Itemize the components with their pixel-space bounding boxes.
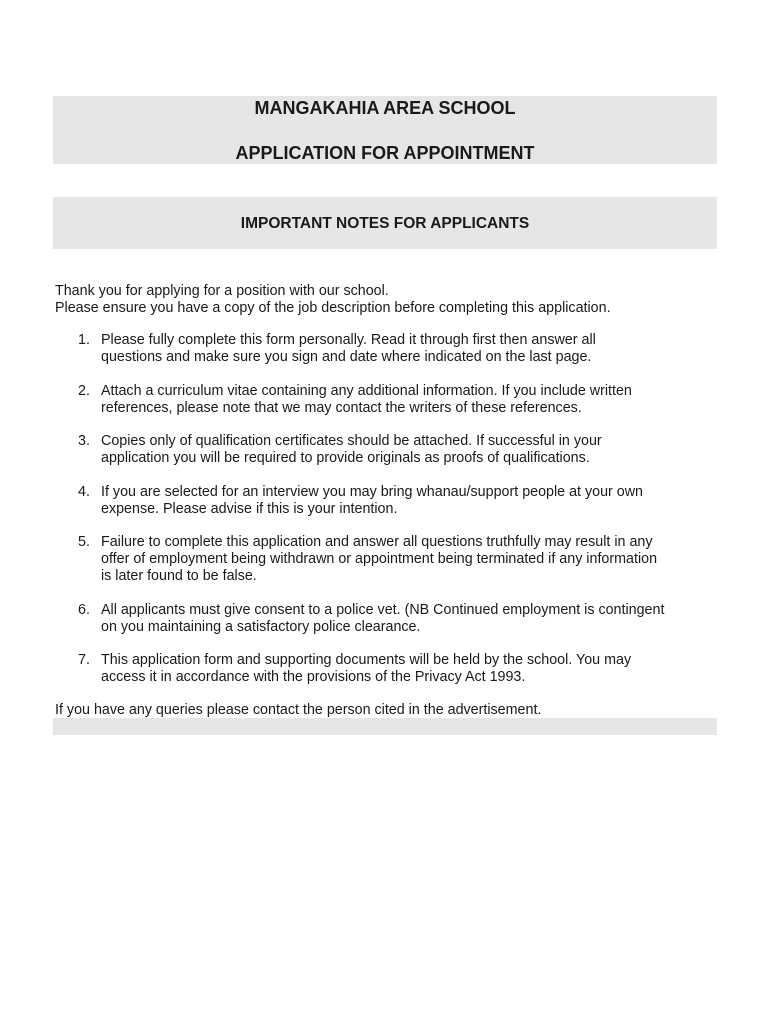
note-text-line: access it in accordance with the provisions of the Privacy Act 1993.	[101, 669, 526, 685]
intro-line-2: Please ensure you have a copy of the job description before completing this application.	[55, 300, 611, 316]
note-text-line: offer of employment being withdrawn or appointment being terminated if any information	[101, 551, 658, 567]
note-item-6	[55, 602, 725, 636]
note-text-line: expense. Please advise if this is your intention.	[101, 500, 398, 517]
intro-paragraph	[55, 283, 735, 317]
note-number: 1.	[78, 332, 90, 348]
note-text-line: Attach a curriculum vitae containing any additional information. If you include written	[101, 382, 632, 399]
footer-band	[53, 718, 717, 735]
note-number: 3.	[78, 433, 90, 449]
note-text-line: If you are selected for an interview you may bring whanau/support people at your own	[101, 483, 644, 500]
intro-line-1: Thank you for applying for a position with our school.	[55, 283, 389, 299]
form-title: APPLICATION FOR APPOINTMENT	[235, 143, 535, 163]
note-item-1	[55, 332, 725, 366]
note-text-line: questions and make sure you sign and date where indicated on the last page.	[101, 349, 592, 365]
note-text-line: is later found to be false.	[101, 568, 257, 584]
note-number: 5.	[78, 534, 90, 550]
note-item-5	[55, 534, 725, 585]
note-number: 2.	[78, 382, 90, 399]
note-text-line: application you will be required to provide originals as proofs of qualifications.	[101, 450, 590, 466]
note-text-line: references, please note that we may contact the writers of these references.	[101, 399, 582, 416]
note-text-line: Please fully complete this form personally. Read it through first then answer all	[101, 332, 596, 348]
note-number: 6.	[78, 601, 90, 618]
note-text-line: on you maintaining a satisfactory police clearance.	[101, 618, 421, 635]
note-item-4	[55, 484, 725, 518]
note-text-line: Failure to complete this application and answer all questions truthfully may result in any	[101, 534, 653, 550]
notes-section-title: IMPORTANT NOTES FOR APPLICANTS	[240, 215, 530, 232]
note-item-7	[55, 652, 725, 686]
closing-paragraph: If you have any queries please contact the person cited in the advertisement.	[55, 702, 542, 718]
note-text-line: All applicants must give consent to a police vet. (NB Continued employment is contingent	[101, 601, 665, 618]
note-text-line: Copies only of qualification certificates should be attached. If successful in your	[101, 433, 602, 449]
note-item-3	[55, 433, 725, 467]
school-name: MANGAKAHIA AREA SCHOOL	[254, 98, 516, 118]
note-text-line: This application form and supporting documents will be held by the school. You may	[101, 652, 632, 668]
notes-list	[55, 332, 725, 703]
note-number: 4.	[78, 483, 90, 500]
note-number: 7.	[78, 652, 90, 668]
note-item-2	[55, 383, 725, 417]
